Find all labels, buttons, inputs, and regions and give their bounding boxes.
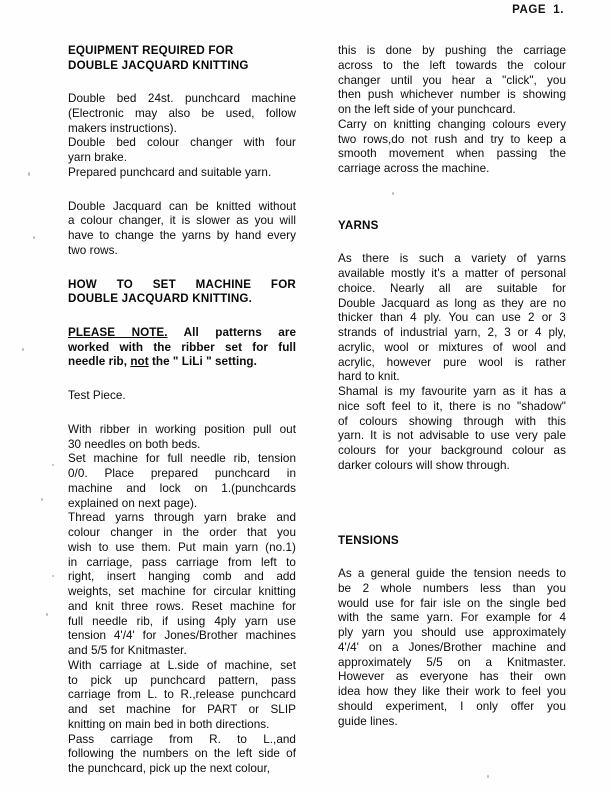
text-line: in carriage, pass carriage from left to <box>68 555 296 569</box>
text-line: carriage from L. to R.,release punchcard <box>68 688 296 702</box>
scan-speck <box>46 613 48 616</box>
text-line: Double Jacquard as long as they are no <box>338 296 566 310</box>
text-line: full needle rib, if using 4ply yarn use <box>68 614 296 628</box>
text-line: weights, set machine for circular knitting <box>68 585 296 599</box>
text-line: two rows. <box>68 243 118 257</box>
text-line: yarn. It is not advisable to use very pale <box>338 429 566 443</box>
text-line: to pick up punchcard pattern, pass <box>68 673 296 687</box>
heading-line: TENSIONS <box>338 533 399 547</box>
text-line: then push whichever number is showing <box>338 88 566 102</box>
text-line: following the numbers on the left side of <box>68 747 296 761</box>
text-line: nice soft feel to it, there is no "shadow" <box>338 399 566 413</box>
text-line: approximately 5/5 on a Knitmaster. <box>338 655 566 669</box>
text-line: worked with the ribber set for full <box>68 340 296 354</box>
text-line: with the same yarn. For example for 4 <box>338 611 566 625</box>
text-line: strands of industrial yarn, 2, 3 or 4 ply, <box>338 326 566 340</box>
text-line <box>68 355 296 370</box>
scan-speck <box>22 348 24 351</box>
heading-tensions <box>338 534 566 549</box>
text-line: As there is such a variety of yarns <box>338 252 566 266</box>
text-line: on the left side of your punchcard. <box>338 103 516 116</box>
text-line: changer until you hear a "click", you <box>338 73 566 87</box>
text-fragment: the " LiLi " setting. <box>148 355 257 369</box>
text-line: this is done by pushing the carriage <box>338 44 566 57</box>
paragraph-yarns <box>338 252 566 473</box>
text-line: Prepared punchcard and suitable yarn. <box>68 165 272 179</box>
text-line: choice. Nearly all are suitable for <box>338 281 566 295</box>
paragraph-test-piece <box>68 389 296 404</box>
text-line: yarn brake. <box>68 151 128 165</box>
text-line: wish to use them. Put main yarn (no.1) <box>68 540 296 554</box>
heading-line: EQUIPMENT REQUIRED FOR <box>68 44 234 57</box>
text-line: Double Jacquard can be knitted without <box>68 199 296 213</box>
text-line: ply yarn you should use approximately <box>338 626 566 640</box>
text-line: machine and lock on 1.(punchcards <box>68 481 296 495</box>
paragraph-without-colour-changer <box>68 200 296 259</box>
text-line: a colour changer, it is slower as you will <box>68 214 296 228</box>
left-column <box>68 44 296 777</box>
text-line <box>68 326 296 341</box>
text-line: As a general guide the tension needs to <box>338 567 566 581</box>
text-line: Shamal is my favourite yarn as it has a <box>338 385 566 399</box>
page-number: 1. <box>553 4 564 16</box>
heading-yarns <box>338 219 566 234</box>
text-line: would use for fair isle on the single bed <box>338 596 566 610</box>
page-header <box>512 4 564 16</box>
text-line: thicker than 4 ply. You can use 2 or 3 <box>338 311 566 325</box>
emphasis-not: not <box>130 355 149 369</box>
heading-how-to-set-machine <box>68 278 296 307</box>
text-line: tension 4'/4' for Jones/Brother machines <box>68 629 296 643</box>
heading-equipment-required <box>68 44 296 73</box>
text-line: right, insert hanging comb and add <box>68 570 296 584</box>
text-line: guide lines. <box>338 714 398 728</box>
text-fragment: All patterns are <box>167 325 296 339</box>
text-line: have to change the yarns by hand every <box>68 229 296 243</box>
text-line: makers instructions). <box>68 121 177 135</box>
text-line: hard to knit. <box>338 370 400 384</box>
text-fragment: needle rib, <box>68 355 131 369</box>
text-line: Carry on knitting changing colours every <box>338 117 566 131</box>
page-header-label: PAGE <box>512 4 547 16</box>
text-line: and set machine for PART or SLIP <box>68 703 296 717</box>
scan-speck <box>52 575 54 577</box>
please-note-label: PLEASE NOTE. <box>68 325 168 339</box>
text-line: Pass carriage from R. to L.,and <box>68 732 296 746</box>
text-line: Double bed colour changer with four <box>68 136 296 150</box>
text-line: explained on next page). <box>68 496 198 510</box>
scan-speck <box>28 172 30 176</box>
text-line: of colours showing through with this <box>338 414 566 428</box>
text-line: knitting on main bed in both directions. <box>68 717 270 731</box>
scan-speck <box>41 498 43 501</box>
paragraph-setup-instructions <box>68 423 296 777</box>
text-line: Set machine for full needle rib, tension <box>68 452 296 466</box>
text-line: the punchcard, pick up the next colour, <box>68 762 271 776</box>
text-line: With carriage at L.side of machine, set <box>68 658 296 672</box>
text-line: should experiment, I only offer you <box>338 699 566 713</box>
text-line: across to the left towards the colour <box>338 58 566 72</box>
paragraph-carriage-continuation <box>338 44 566 177</box>
scan-speck <box>52 464 54 466</box>
text-line: However as everyone has their own <box>338 670 566 684</box>
paragraph-tensions <box>338 567 566 729</box>
heading-line: YARNS <box>338 218 379 232</box>
right-column <box>338 44 566 729</box>
text-line: and knit three rows. Reset machine for <box>68 599 296 613</box>
text-line: idea how they like their work to feel you <box>338 685 566 699</box>
heading-line: DOUBLE JACQUARD KNITTING. <box>68 292 253 306</box>
text-line: and 5/5 for Knitmaster. <box>68 644 187 658</box>
scan-speck <box>33 236 35 239</box>
text-line: be 2 whole numbers less than you <box>338 581 566 595</box>
paragraph-equipment-list <box>68 92 296 181</box>
scan-speck <box>487 775 489 778</box>
text-line: With ribber in working position pull out <box>68 422 296 436</box>
text-line: two rows,do not rush and try to keep a <box>338 132 566 146</box>
text-line: 4'/4' on a Jones/Brother machine and <box>338 640 566 654</box>
text-line: 0/0. Place prepared punchcard in <box>68 467 296 481</box>
text-line: Thread yarns through yarn brake and <box>68 511 296 525</box>
text-line: available mostly it's a matter of personal <box>338 267 566 281</box>
text-line: Test Piece. <box>68 389 126 403</box>
text-line: darker colours will show through. <box>338 458 510 472</box>
text-line: carriage across the machine. <box>338 162 490 175</box>
text-line: 30 needles on both beds. <box>68 437 201 451</box>
text-line: (Electronic may also be used, follow <box>68 106 296 120</box>
text-line: Double bed 24st. punchcard machine <box>68 92 296 106</box>
paragraph-please-note <box>68 326 296 370</box>
text-line: smooth movement when passing the <box>338 147 566 161</box>
heading-line: DOUBLE JACQUARD KNITTING <box>68 58 249 72</box>
text-line: colours for your background colour as <box>338 444 566 458</box>
heading-line: HOW TO SET MACHINE FOR <box>68 277 296 291</box>
text-line: colour changer in the order that you <box>68 526 296 540</box>
text-line: acrylic, however pure wool is rather <box>338 355 566 369</box>
text-line: acrylic, wool or mixtures of wool and <box>338 340 566 354</box>
